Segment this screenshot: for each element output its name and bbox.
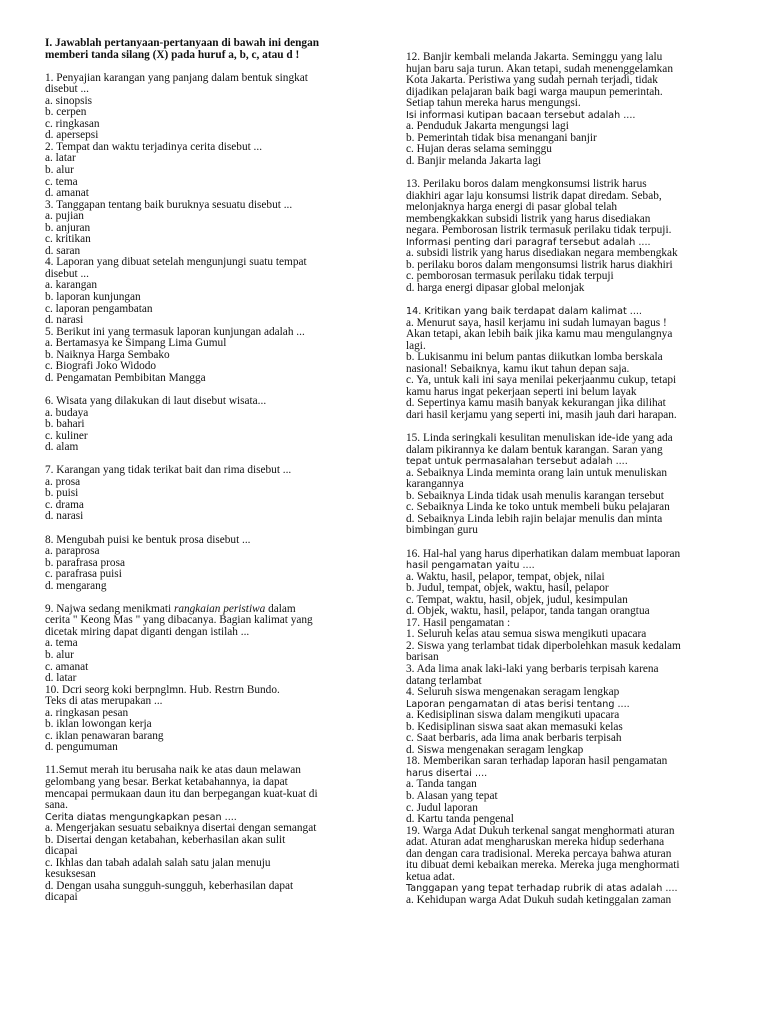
text-line — [45, 408, 375, 420]
line-text: memberi tanda silang (X) pada huruf a, b, c, atau d ! — [45, 48, 300, 61]
line-text: kesuksesan — [45, 868, 96, 881]
text-line — [45, 373, 375, 385]
text-line — [406, 225, 736, 237]
line-text: barisan — [406, 651, 439, 664]
line-text: b. iklan lowongan kerja — [45, 718, 152, 731]
text-line — [406, 549, 736, 561]
line-text: d. Siswa mengenakan seragam lengkap — [406, 743, 584, 756]
line-text: disebut ... — [45, 267, 89, 280]
text-line — [45, 500, 375, 512]
line-text: 1. Penyajian karangan yang panjang dalam bentuk singkat — [45, 71, 308, 84]
text-line — [45, 234, 375, 246]
line-text: karangannya — [406, 478, 464, 491]
line-text: d. Kartu tanda pengenal — [406, 813, 514, 826]
line-text: dijadikan pelajaran baik bagi warga maupun pemerintah. — [406, 85, 663, 98]
line-text: 17. Hasil pengamatan : — [406, 616, 511, 629]
line-text: d. Sebaiknya Linda lebih rajin belajar menulis dan minta — [406, 512, 663, 525]
text-line — [45, 73, 375, 85]
line-text: c. tema — [45, 175, 78, 188]
line-text: d. alam — [45, 441, 79, 454]
text-line — [45, 396, 375, 408]
text-line — [406, 445, 736, 457]
text-line — [45, 431, 375, 443]
line-text: b. Pemerintah tidak bisa menangani banjir — [406, 131, 597, 144]
line-text: hasil pengamatan yaitu .... — [406, 560, 535, 572]
line-text: nasional! Sebaiknya, kamu ikut tahun depan saja. — [406, 362, 630, 375]
line-text: c. Sebaiknya Linda ke toko untuk membeli buku pelajaran — [406, 501, 670, 514]
text-line — [45, 488, 375, 500]
text-line — [406, 525, 736, 537]
line-text: bimbingan guru — [406, 524, 478, 537]
line-text: dan dengan cara tradisional. Mereka percaya bahwa aturan — [406, 847, 672, 860]
line-text: 4. Laporan yang dibuat setelah mengunjungi suatu tempat — [45, 256, 307, 269]
text-line — [45, 800, 375, 812]
line-text: a. Waktu, hasil, pelapor, tempat, objek, nilai — [406, 570, 605, 583]
line-text: d. narasi — [45, 314, 84, 327]
line-text: Akan tetapi, akan lebih baik jika kamu mau mengulangnya — [406, 328, 673, 341]
text-line — [45, 153, 375, 165]
text-line — [45, 96, 375, 108]
line-text: 16. Hal-hal yang harus diperhatikan dalam membuat laporan — [406, 547, 681, 560]
line-text: a. subsidi listrik yang harus disediakan negara membengkak — [406, 247, 678, 260]
text-line — [45, 881, 375, 893]
line-text: 2. Siswa yang terlambat tidak diperbolehkan masuk kedalam — [406, 639, 681, 652]
line-text: c. Saat berbaris, ada lima anak berbaris terpisah — [406, 732, 622, 745]
text-line — [406, 156, 736, 168]
line-text: Informasi penting dari paragraf tersebut adalah .... — [406, 236, 651, 248]
text-line — [45, 742, 375, 754]
line-text: dari hasil kerjamu yang seperti ini, masih jauh dari harapan. — [406, 408, 677, 421]
text-line — [45, 662, 375, 674]
line-text: b. Lukisanmu ini belum pantas diikutkan lomba berskala — [406, 351, 663, 364]
line-text: harus disertai .... — [406, 767, 488, 779]
right-column — [406, 52, 736, 906]
line-text: a. Tanda tangan — [406, 778, 477, 791]
line-text: c. Ya, untuk kali ini saya menilai pekerjaanmu cukup, tetapi — [406, 374, 677, 387]
text-line — [406, 872, 736, 884]
line-text: b. Kedisiplinan siswa saat akan memasuki kelas — [406, 720, 623, 733]
line-text: b. laporan kunjungan — [45, 291, 141, 304]
line-text: I. Jawablah pertanyaan-pertanyaan di bawah ini dengan — [45, 37, 320, 49]
text-line — [45, 638, 375, 650]
line-text: a. Menurut saya, hasil kerjamu ini sudah lumayan bagus ! — [406, 316, 667, 329]
line-text: a. tema — [45, 637, 78, 650]
line-text: c. kuliner — [45, 429, 88, 442]
line-text: 7. Karangan yang tidak terikat bait dan rima disebut ... — [45, 464, 292, 477]
line-text: datang terlambat — [406, 674, 482, 687]
line-text: 6. Wisata yang dilakukan di laut disebut wisata... — [45, 394, 267, 407]
line-text: c. parafrasa puisi — [45, 568, 122, 581]
line-text: tepat untuk permasalahan tersebut adalah .... — [406, 456, 628, 468]
line-text: cerita " Keong Mas " yang dibacanya. Bagian kalimat yang — [45, 614, 313, 627]
line-text: 10. Dcri seorg koki berpnglmn. Hub. Restrn Bundo. — [45, 683, 280, 696]
text-line — [45, 892, 375, 904]
line-text: a. latar — [45, 152, 76, 165]
text-line — [45, 789, 375, 801]
line-text: Laporan pengamatan di atas berisi tentang .... — [406, 698, 630, 710]
line-text: 4. Seluruh siswa mengenakan seragam lengkap — [406, 686, 620, 699]
text-line — [45, 211, 375, 223]
text-line — [45, 835, 375, 847]
line-text: Teks di atas merupakan ... — [45, 695, 163, 708]
line-text: c. pemborosan termasuk perilaku tidak terpuji — [406, 270, 614, 283]
line-text: b. perilaku boros dalam mengonsumsi listrik harus diakhiri — [406, 258, 673, 271]
line-text: 11.Semut merah itu berusaha naik ke atas daun melawan — [45, 764, 301, 777]
line-text: d. apersepsi — [45, 129, 99, 142]
line-text: d. pengumuman — [45, 741, 118, 754]
line-text: c. Biografi Joko Widodo — [45, 360, 157, 373]
line-text: 9. Najwa sedang menikmati — [45, 602, 174, 615]
text-line — [45, 581, 375, 593]
line-text: b. Alasan yang tepat — [406, 790, 498, 802]
text-line — [406, 756, 736, 768]
line-text: diakhiri agar laju konsumsi listrik dapat diredam. Sebab, — [406, 189, 662, 202]
line-text: c. kritikan — [45, 233, 91, 246]
line-text: a. budaya — [45, 406, 89, 419]
text-line — [406, 283, 736, 295]
line-text: d. mengarang — [45, 579, 107, 592]
text-line — [45, 442, 375, 454]
line-text: a. Penduduk Jakarta mengungsi lagi — [406, 120, 569, 133]
line-text: b. Naiknya Harga Sembako — [45, 348, 170, 361]
line-text: d. Pengamatan Pembibitan Mangga — [45, 371, 206, 384]
line-text: Kota Jakarta. Peristiwa yang sudah pernah terjadi, tidak — [406, 74, 658, 87]
line-text: 8. Mengubah puisi ke bentuk prosa disebut ... — [45, 533, 251, 546]
text-line — [45, 223, 375, 235]
line-text: b. Disertai dengan ketabahan, keberhasilan akan sulit — [45, 833, 286, 846]
line-text: c. Ikhlas dan tabah adalah salah satu jalan menuju — [45, 856, 271, 869]
text-line — [406, 687, 736, 699]
line-text: a. Kehidupan warga Adat Dukuh sudah ketinggalan zaman — [406, 893, 672, 906]
text-line — [45, 165, 375, 177]
line-text: b. anjuran — [45, 221, 91, 234]
text-line — [45, 142, 375, 154]
line-text: d. Objek, waktu, hasil, pelapor, tanda tangan orangtua — [406, 605, 650, 618]
line-text: b. bahari — [45, 418, 85, 431]
line-text: a. pujian — [45, 210, 84, 223]
line-text: b. alur — [45, 164, 74, 177]
text-line — [45, 257, 375, 269]
text-line — [45, 177, 375, 189]
line-text: 12. Banjir kembali melanda Jakarta. Seminggu yang lalu — [406, 51, 663, 63]
line-text: c. Tempat, waktu, hasil, objek, judul, kesimpulan — [406, 593, 628, 606]
line-text: b. Sebaiknya Linda tidak usah menulis karangan tersebut — [406, 489, 664, 502]
line-text: c. amanat — [45, 660, 89, 673]
line-text: gelombang yang besar. Berkat ketabahannya, ia dapat — [45, 776, 288, 788]
line-text: a. prosa — [45, 475, 81, 488]
text-line — [406, 641, 736, 653]
text-line — [406, 895, 736, 907]
line-text: dicetak miring dapat diganti dengan istilah ... — [45, 625, 250, 638]
line-text: d. Sepertinya kamu masih banyak kekurangan jika dilihat — [406, 397, 666, 410]
text-line — [45, 84, 375, 96]
line-text: lagi. — [406, 339, 426, 352]
line-text: c. Hujan deras selama seminggu — [406, 143, 552, 156]
line-text: c. ringkasan — [45, 117, 100, 130]
line-text: kamu harus ingat pekerjaan seperti ini belum layak — [406, 385, 637, 398]
text-line — [406, 410, 736, 422]
text-line — [45, 627, 375, 639]
line-text: negara. Pemborosan listrik termasuk perilaku tidak terpuji. — [406, 224, 672, 237]
line-text: dicapai — [45, 891, 78, 904]
blank-line — [406, 294, 736, 306]
line-text: d. narasi — [45, 510, 84, 523]
line-text: d. amanat — [45, 187, 89, 200]
line-text: b. cerpen — [45, 106, 87, 119]
line-text: a. sinopsis — [45, 94, 93, 107]
text-line — [45, 465, 375, 477]
line-text: 19. Warga Adat Dukuh terkenal sangat menghormati aturan — [406, 824, 675, 837]
line-text: Isi informasi kutipan bacaan tersebut adalah .... — [406, 109, 636, 121]
line-text: Tanggapan yang tepat terhadap rubrik di atas adalah .... — [406, 883, 678, 895]
line-text: b. puisi — [45, 487, 79, 500]
line-text: c. iklan penawaran barang — [45, 729, 164, 742]
line-text: ketua adat. — [406, 870, 455, 883]
text-line — [45, 477, 375, 489]
line-text: 5. Berikut ini yang termasuk laporan kunjungan adalah ... — [45, 325, 305, 338]
line-text: dalam pikirannya ke dalam bentuk karangan. Saran yang — [406, 443, 663, 456]
line-text: c. Judul laporan — [406, 801, 478, 814]
line-text: d. harga energi dipasar global melonjak — [406, 281, 585, 294]
line-text: 18. Memberikan saran terhadap laporan hasil pengamatan — [406, 755, 668, 768]
line-text: d. Dengan usaha sungguh-sungguh, keberhasilan dapat — [45, 879, 294, 892]
line-text: melonjaknya harga energi di pasar global telah — [406, 201, 618, 214]
text-line — [406, 329, 736, 341]
line-text: 13. Perilaku boros dalam mengkonsumsi listrik harus — [406, 178, 647, 191]
line-text: b. alur — [45, 648, 74, 661]
text-line — [45, 650, 375, 662]
line-text: 1. Seluruh kelas atau semua siswa mengikuti upacara — [406, 628, 647, 641]
line-text: dicapai — [45, 845, 78, 858]
line-text: d. saran — [45, 244, 81, 257]
line-text: 15. Linda seringkali kesulitan menuliskan ide-ide yang ada — [406, 432, 673, 445]
line-text: d. latar — [45, 672, 77, 685]
text-line — [406, 860, 736, 872]
text-line — [45, 304, 375, 316]
line-text: c. laporan pengambatan — [45, 302, 153, 315]
line-text: a. Sebaiknya Linda meminta orang lain untuk menuliskan — [406, 466, 668, 479]
text-line — [45, 419, 375, 431]
text-line — [45, 511, 375, 523]
line-text: disebut ... — [45, 83, 89, 96]
text-line — [45, 200, 375, 212]
line-text: adat. Aturan adat mengharuskan mereka hidup sederhana — [406, 836, 665, 849]
line-text: 3. Ada lima anak laki-laki yang berbaris terpisah karena — [406, 662, 659, 675]
line-text: a. paraprosa — [45, 545, 100, 558]
line-text: 2. Tempat dan waktu terjadinya cerita disebut ... — [45, 140, 263, 153]
instruction-heading — [45, 50, 375, 62]
line-text: mencapai permukaan daun itu dan berpegangan kuat-kuat di — [45, 787, 318, 800]
line-text: membengkakkan subsidi listrik yang harus disediakan — [406, 212, 651, 225]
line-text: c. drama — [45, 498, 84, 511]
line-text: a. Mengerjakan sesuatu sebaiknya disertai dengan semangat — [45, 822, 317, 835]
line-text: 14. Kritikan yang baik terdapat dalam kalimat .... — [406, 306, 642, 318]
left-column — [45, 38, 375, 904]
line-text: b. parafrasa prosa — [45, 556, 125, 569]
line-text: Cerita diatas mengungkapkan pesan .... — [45, 811, 237, 823]
line-text: hujan baru saja turun. Akan tetapi, sudah menenggelamkan — [406, 62, 673, 75]
line-text: Setiap tahun mereka harus mengungsi. — [406, 97, 581, 110]
line-text: b. Judul, tempat, objek, waktu, hasil, pelapor — [406, 582, 609, 595]
line-text: sana. — [45, 799, 68, 812]
line-text: a. Bertamasya ke Simpang Lima Gumul — [45, 337, 227, 350]
line-text: 3. Tanggapan tentang baik buruknya sesuatu disebut ... — [45, 198, 293, 211]
line-text: d. Banjir melanda Jakarta lagi — [406, 154, 542, 167]
line-text-tail: dalam — [265, 602, 296, 615]
line-text: a. Kedisiplinan siswa dalam mengikuti upacara — [406, 709, 620, 722]
italic-phrase: rangkaian peristiwa — [173, 602, 266, 615]
line-text: a. karangan — [45, 279, 98, 292]
line-text: a. ringkasan pesan — [45, 706, 129, 719]
line-text: itu dibuat demi kebaikan mereka. Mereka juga menghormati — [406, 859, 680, 872]
text-line — [406, 98, 736, 110]
